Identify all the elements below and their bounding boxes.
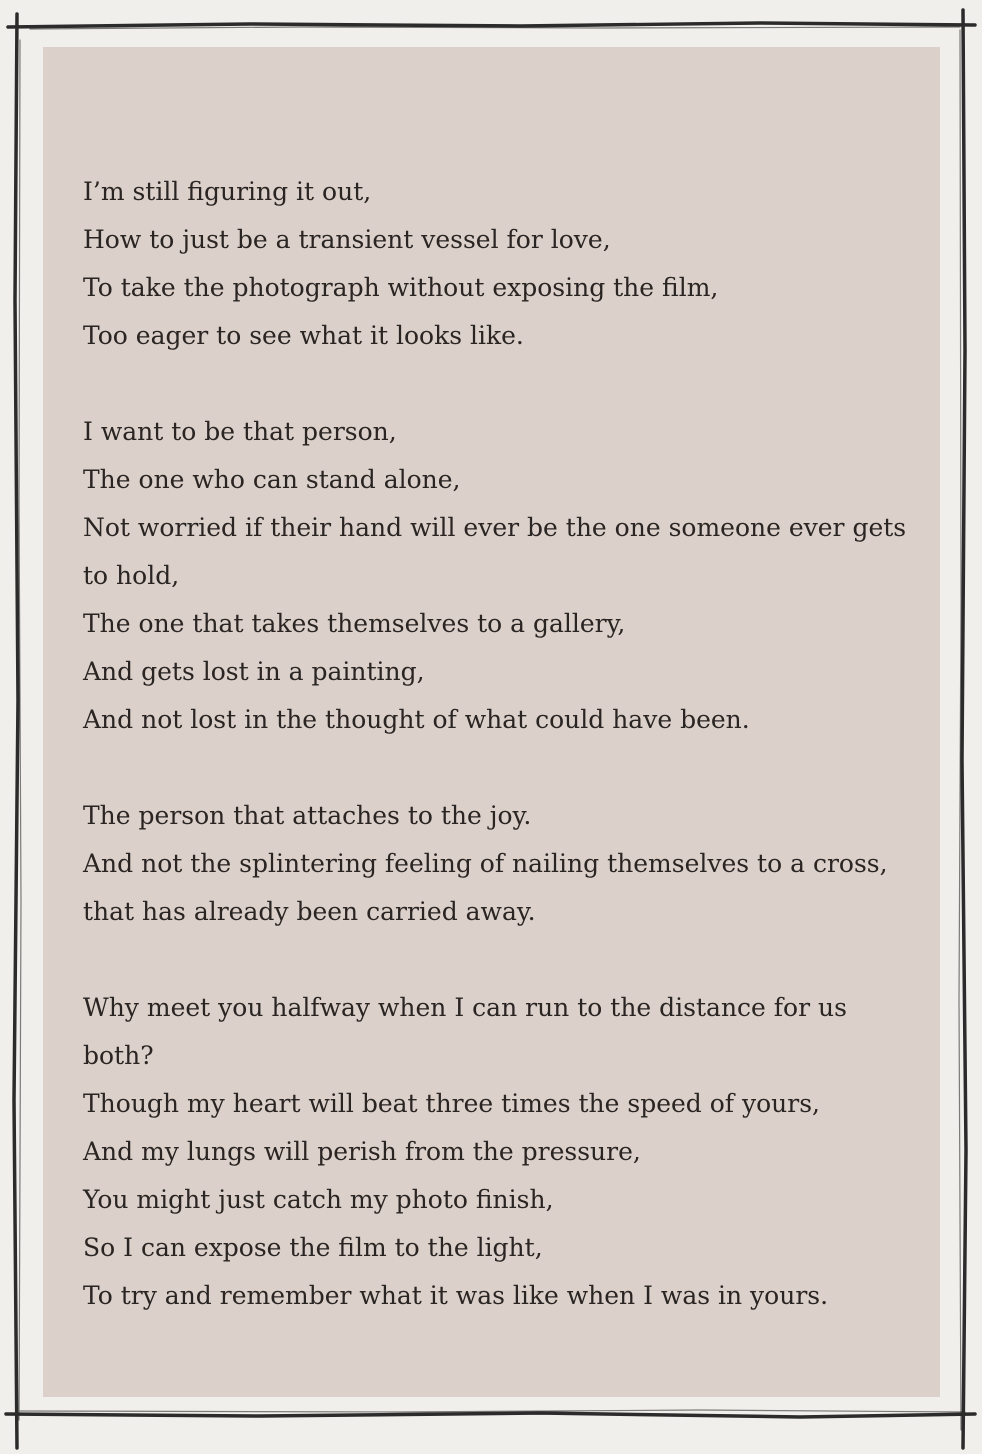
- poem-text: [83, 168, 923, 1320]
- poem-line: Too eager to see what it looks like.: [83, 321, 524, 350]
- poem-card: [43, 47, 940, 1397]
- poem-line: that has already been carried away.: [83, 897, 536, 926]
- poem-line: And gets lost in a painting,: [83, 657, 425, 686]
- poem-line: The person that attaches to the joy.: [83, 801, 532, 830]
- frame-top-line: [8, 23, 975, 27]
- poem-line: And not the splintering feeling of nailing themselves to a cross,: [83, 849, 888, 878]
- frame-bottom-line: [6, 1413, 975, 1417]
- poem-line: Why meet you halfway when I can run to the distance for us both?: [83, 993, 847, 1070]
- stanza-2: [83, 408, 923, 744]
- stanza-4: [83, 984, 923, 1320]
- poem-line: And my lungs will perish from the pressure,: [83, 1137, 641, 1166]
- poem-line: Not worried if their hand will ever be the one someone ever gets to hold,: [83, 513, 907, 590]
- poem-line: Though my heart will beat three times the speed of yours,: [83, 1089, 820, 1118]
- poem-line: The one who can stand alone,: [83, 465, 461, 494]
- poem-line: How to just be a transient vessel for love,: [83, 225, 611, 254]
- frame-left-line: [14, 14, 18, 1448]
- poem-line: To try and remember what it was like when I was in yours.: [83, 1281, 829, 1310]
- poem-line: And not lost in the thought of what could have been.: [83, 705, 750, 734]
- poem-line: To take the photograph without exposing the film,: [83, 273, 719, 302]
- frame-right-line: [962, 10, 966, 1448]
- poem-line: I’m still figuring it out,: [83, 177, 372, 206]
- stanza-1: [83, 168, 923, 360]
- poem-line: You might just catch my photo finish,: [83, 1185, 554, 1214]
- poem-line: So I can expose the film to the light,: [83, 1233, 543, 1262]
- poem-line: The one that takes themselves to a gallery,: [83, 609, 626, 638]
- poem-line: I want to be that person,: [83, 417, 397, 446]
- stanza-3: [83, 792, 923, 936]
